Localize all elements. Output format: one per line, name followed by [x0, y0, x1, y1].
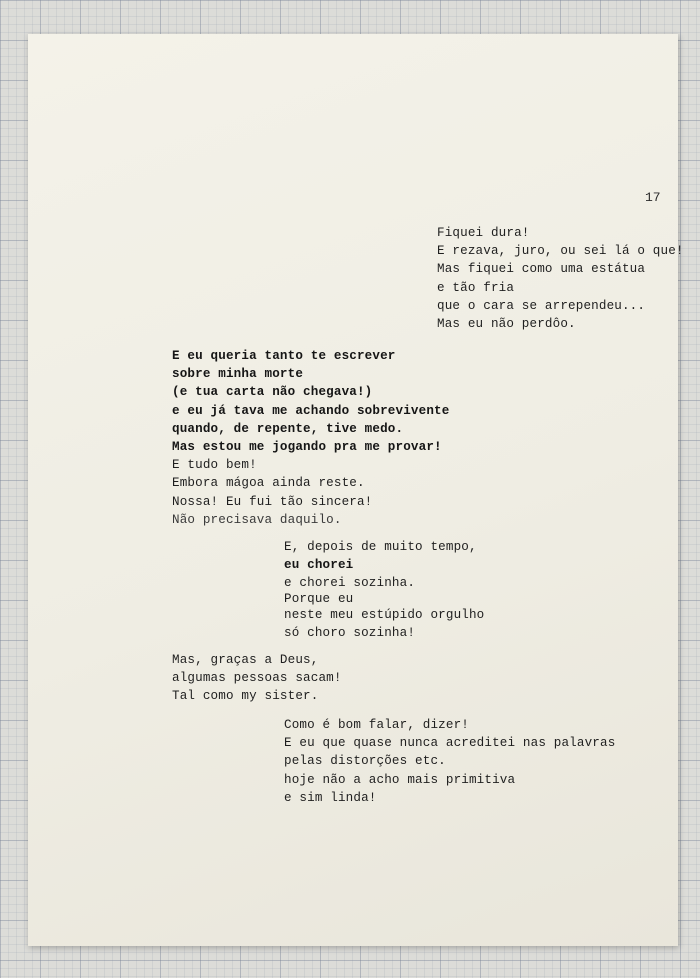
page-number: 17	[645, 190, 661, 205]
poem-line: E rezava, juro, ou sei lá o que!	[437, 244, 684, 259]
poem-line: Porque eu	[284, 591, 354, 606]
poem-line: Como é bom falar, dizer!	[284, 718, 469, 732]
poem-line: que o cara se arrependeu...	[437, 298, 646, 313]
poem-line: sobre minha morte	[172, 367, 304, 382]
poem-line: algumas pessoas sacam!	[172, 671, 342, 686]
poem-line: E tudo bem!	[172, 458, 257, 473]
stanza-2	[172, 347, 449, 529]
poem-line: E eu queria tanto te escrever	[172, 349, 396, 363]
poem-line: Mas eu não perdôo.	[437, 317, 576, 332]
poem-line: Embora mágoa ainda reste.	[172, 476, 365, 491]
typed-page	[28, 34, 684, 946]
poem-line: Mas fiquei como uma estátua	[437, 262, 646, 277]
poem-line: eu chorei	[284, 558, 354, 573]
poem-line: Tal como my sister.	[172, 689, 319, 704]
poem-line: (e tua carta não chegava!)	[172, 385, 373, 400]
poem-line: hoje não a acho mais primitiva	[284, 772, 516, 787]
poem-line: E eu que quase nunca acreditei nas palavras	[284, 736, 616, 751]
stanza-3	[284, 538, 484, 642]
poem-line: e tão fria	[437, 280, 515, 295]
poem-line: só choro sozinha!	[284, 625, 416, 640]
poem-line: Mas, graças a Deus,	[172, 653, 319, 667]
poem-line: e eu já tava me achando sobrevivente	[172, 403, 450, 418]
stanza-1	[437, 224, 684, 333]
poem-line: quando, de repente, tive medo.	[172, 421, 404, 436]
poem-line: Não precisava daquilo.	[172, 512, 342, 527]
poem-line: Mas estou me jogando pra me provar!	[172, 440, 442, 455]
poem-line: E, depois de muito tempo,	[284, 540, 477, 554]
poem-line: neste meu estúpido orgulho	[284, 607, 485, 622]
poem-line: e chorei sozinha.	[284, 576, 416, 591]
poem-line: Nossa! Eu fui tão sincera!	[172, 494, 373, 509]
stanza-4	[172, 651, 342, 706]
poem-line: Fiquei dura!	[437, 226, 530, 240]
poem-line: pelas distorções etc.	[284, 754, 446, 769]
poem-line: e sim linda!	[284, 790, 377, 805]
stanza-5	[284, 716, 615, 807]
